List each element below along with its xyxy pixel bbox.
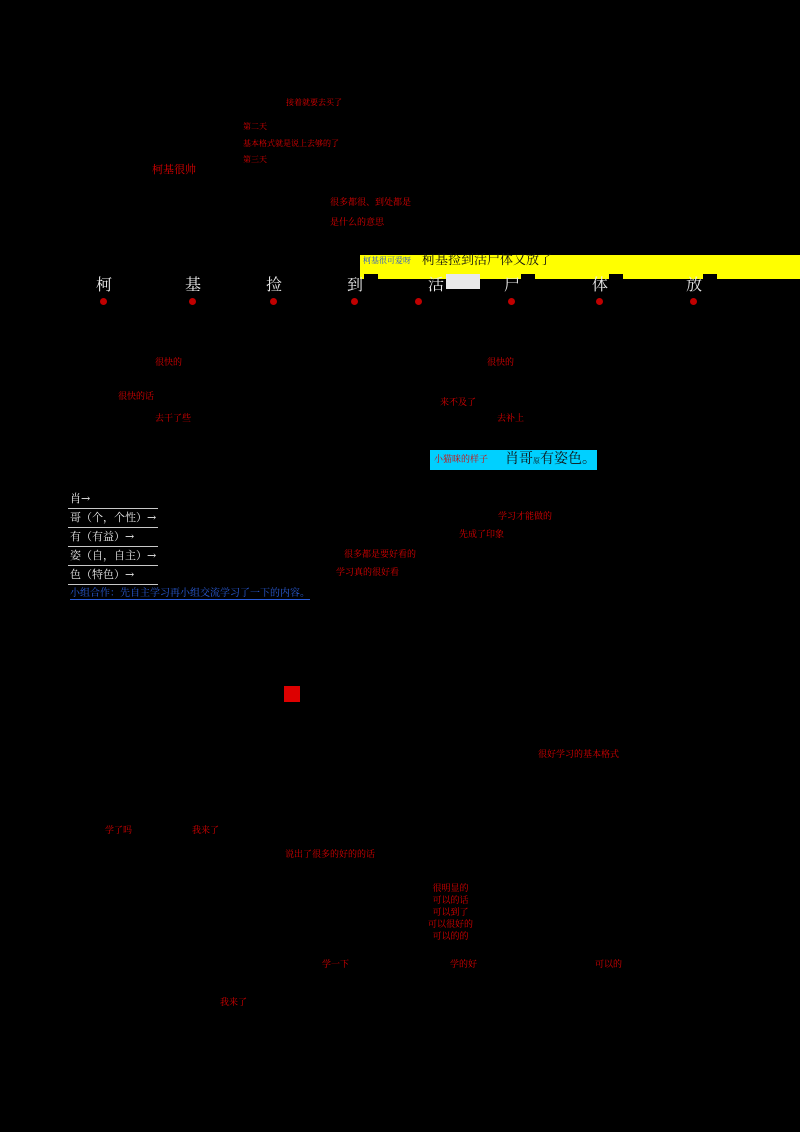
headline-char-5: 尸	[504, 275, 521, 294]
headline-char-2: 捡	[266, 275, 283, 294]
annotation-b3: 我来了	[192, 825, 220, 835]
annotation-b5: 学一下	[322, 959, 350, 969]
char-mask-6	[609, 274, 623, 290]
char-marker-7	[690, 298, 697, 305]
cyan-highlight-text	[505, 452, 596, 467]
annotation-m2: 很快的话	[118, 391, 155, 401]
legend-row-2: 有（有益）→	[68, 528, 158, 547]
annotation-b7: 可以的	[595, 959, 623, 969]
char-mask-2	[283, 274, 297, 290]
headline-char-0: 柯	[96, 275, 113, 294]
vertical-list-item-3: 可以很好的	[428, 919, 474, 929]
annotation-m13: 学习真的很好看	[336, 567, 400, 577]
char-marker-4	[415, 298, 422, 305]
cyan-text-part-a: 肖哥	[505, 451, 533, 467]
char-mask-1	[202, 274, 216, 290]
legend-row-1: 哥（个，个性）→	[68, 509, 158, 528]
annotation-m1: 很快的	[155, 357, 183, 367]
vertical-list-item-0: 很明显的	[432, 883, 469, 893]
annotation-m5: 来不及了	[440, 397, 477, 407]
cyan-text-part-b: 有姿色。	[540, 451, 596, 467]
char-marker-3	[351, 298, 358, 305]
legend-block	[68, 490, 158, 585]
vertical-list-item-4: 可以的的	[432, 931, 469, 941]
annotation-a2: 第二天	[243, 122, 267, 131]
char-marker-1	[189, 298, 196, 305]
annotation-m7: 小猫咪的样子	[434, 454, 489, 464]
annotation-m4: 很快的	[487, 357, 515, 367]
char-marker-2	[270, 298, 277, 305]
annotation-b2: 学了吗	[105, 825, 133, 835]
lower-vertical-list	[428, 882, 473, 942]
annotation-m6: 去补上	[497, 413, 525, 423]
annotation-m3: 去干了些	[155, 413, 192, 423]
char-marker-0	[100, 298, 107, 305]
legend-row-3: 姿（自，自主）→	[68, 547, 158, 566]
char-marker-5	[508, 298, 515, 305]
annotation-a3: 基本格式就是说上去够的了	[243, 139, 339, 148]
lower-red-marker	[284, 686, 300, 702]
annotation-a9: 柯基很可爱呀	[363, 256, 411, 265]
char-mask-5	[521, 274, 535, 290]
annotation-a4: 第三天	[243, 155, 267, 164]
annotation-a1: 接着就要去买了	[286, 98, 342, 107]
annotation-a5: 柯基很帅	[152, 164, 196, 176]
annotation-m10: 学习才能做的	[498, 511, 553, 521]
char-mask-0	[113, 274, 127, 290]
legend-row-4: 色（特色）→	[68, 566, 158, 585]
annotation-b6: 学的好	[450, 959, 478, 969]
annotation-b1: 很好学习的基本格式	[538, 749, 620, 759]
vertical-list-item-1: 可以的话	[432, 895, 469, 905]
char-mask-3	[364, 274, 378, 290]
char-marker-6	[596, 298, 603, 305]
headline-char-6: 体	[592, 275, 609, 294]
annotation-m12: 很多都是要好看的	[344, 549, 417, 559]
annotation-b4: 说出了很多的好的的话	[285, 849, 376, 859]
headline-char-7: 放	[686, 275, 703, 294]
legend-row-0: 肖→	[68, 490, 158, 509]
vertical-list-item-2: 可以到了	[432, 907, 469, 917]
legend-footer: 小组合作：先自主学习再小组交流学习了一下的内容。	[70, 588, 310, 599]
annotation-m11: 先成了印象	[459, 529, 505, 539]
headline-char-1: 基	[185, 275, 202, 294]
char-mask-7	[703, 274, 717, 290]
headline-text: 柯基捡到活尸体又放了	[422, 253, 553, 268]
annotation-b8: 我来了	[220, 997, 248, 1007]
annotation-a8: 是什么的意思	[330, 217, 385, 227]
headline-char-4: 活	[428, 275, 445, 294]
headline-char-3: 到	[347, 275, 364, 294]
char-mask-4	[446, 274, 480, 289]
annotation-a7: 很多都很、到处都是	[330, 197, 412, 207]
annotation-m9: 原	[533, 457, 540, 465]
